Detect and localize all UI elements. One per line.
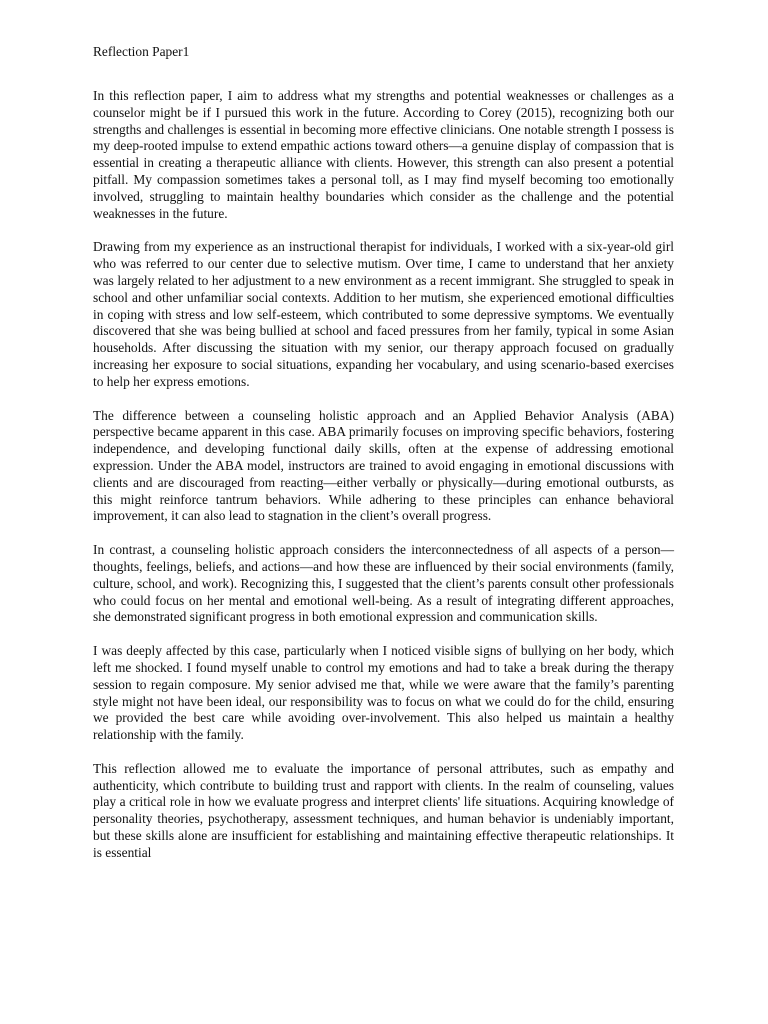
paragraph-reflection: This reflection allowed me to evaluate the importance of personal attributes, such as empathy and authenticity, which contribute to building trust and rapport with clients. In the realm of counseling, values play a critical role in how we evaluate progress and interpret clients' life situations. Acquiring knowledge of personality theories, psychotherapy, assessment techniques, and human behavior is undeniably important, but these skills alone are insufficient for establishing and maintaining effective therapeutic relationships. It is essential: [93, 760, 674, 860]
document-body: [93, 88, 674, 879]
paragraph-case-experience: Drawing from my experience as an instructional therapist for individuals, I worked with a six-year-old girl who was referred to our center due to selective mutism. Over time, I came to understand that her anxiety was largely related to her adjustment to a new environment as a recent immigrant. She struggled to speak in school and other unfamiliar social contexts. Addition to her mutism, she experienced emotional difficulties in coping with stress and low self-esteem, which contributed to some depressive symptoms. We eventually discovered that she was being bullied at school and faced pressures from her family, typical in some Asian households. After discussing the situation with my senior, our therapy approach focused on gradually increasing her exposure to social situations, expanding her vocabulary, and using scenario-based exercises to help her express emotions.: [93, 239, 674, 389]
paragraph-aba-perspective: The difference between a counseling holistic approach and an Applied Behavior Analysis (ABA) perspective became apparent in this case. ABA primarily focuses on improving specific behaviors, fostering independence, and developing functional daily skills, often at the expense of addressing emotional expression. Under the ABA model, instructors are trained to avoid engaging in emotional discussions with clients and are discouraged from reacting—either verbally or physically—during emotional outbursts, as this might reinforce tantrum behaviors. While adhering to these principles can enhance behavioral improvement, it can also lead to stagnation in the client’s overall progress.: [93, 407, 674, 524]
running-header: Reflection Paper1: [93, 44, 190, 59]
paragraph-intro: In this reflection paper, I aim to address what my strengths and potential weaknesses or challenges as a counselor might be if I pursued this work in the future. According to Corey (2015), recognizing both our strengths and challenges is essential in becoming more effective clinicians. One notable strength I possess is my deep-rooted impulse to extend empathic actions toward others—a genuine display of compassion that is essential in creating a therapeutic alliance with clients. However, this strength can also present a potential pitfall. My compassion sometimes takes a personal toll, as I may find myself becoming too emotionally involved, struggling to maintain healthy boundaries which consider as the challenge and the potential weaknesses in the future.: [93, 88, 674, 221]
paragraph-personal-impact: I was deeply affected by this case, particularly when I noticed visible signs of bullying on her body, which left me shocked. I found myself unable to control my emotions and had to take a break during the therapy session to regain composure. My senior advised me that, while we were aware that the family’s parenting style might not have been ideal, our responsibility was to focus on what we could do for the child, ensuring we provided the best care while avoiding over-involvement. This also helped us maintain a healthy relationship with the family.: [93, 643, 674, 743]
paragraph-holistic-approach: In contrast, a counseling holistic approach considers the interconnectedness of all aspects of a person—thoughts, feelings, beliefs, and actions—and how these are influenced by their social environments (family, culture, school, and work). Recognizing this, I suggested that the client’s parents consult other professionals who could focus on her mental and emotional well-being. As a result of integrating different approaches, she demonstrated significant progress in both emotional expression and communication skills.: [93, 542, 674, 625]
